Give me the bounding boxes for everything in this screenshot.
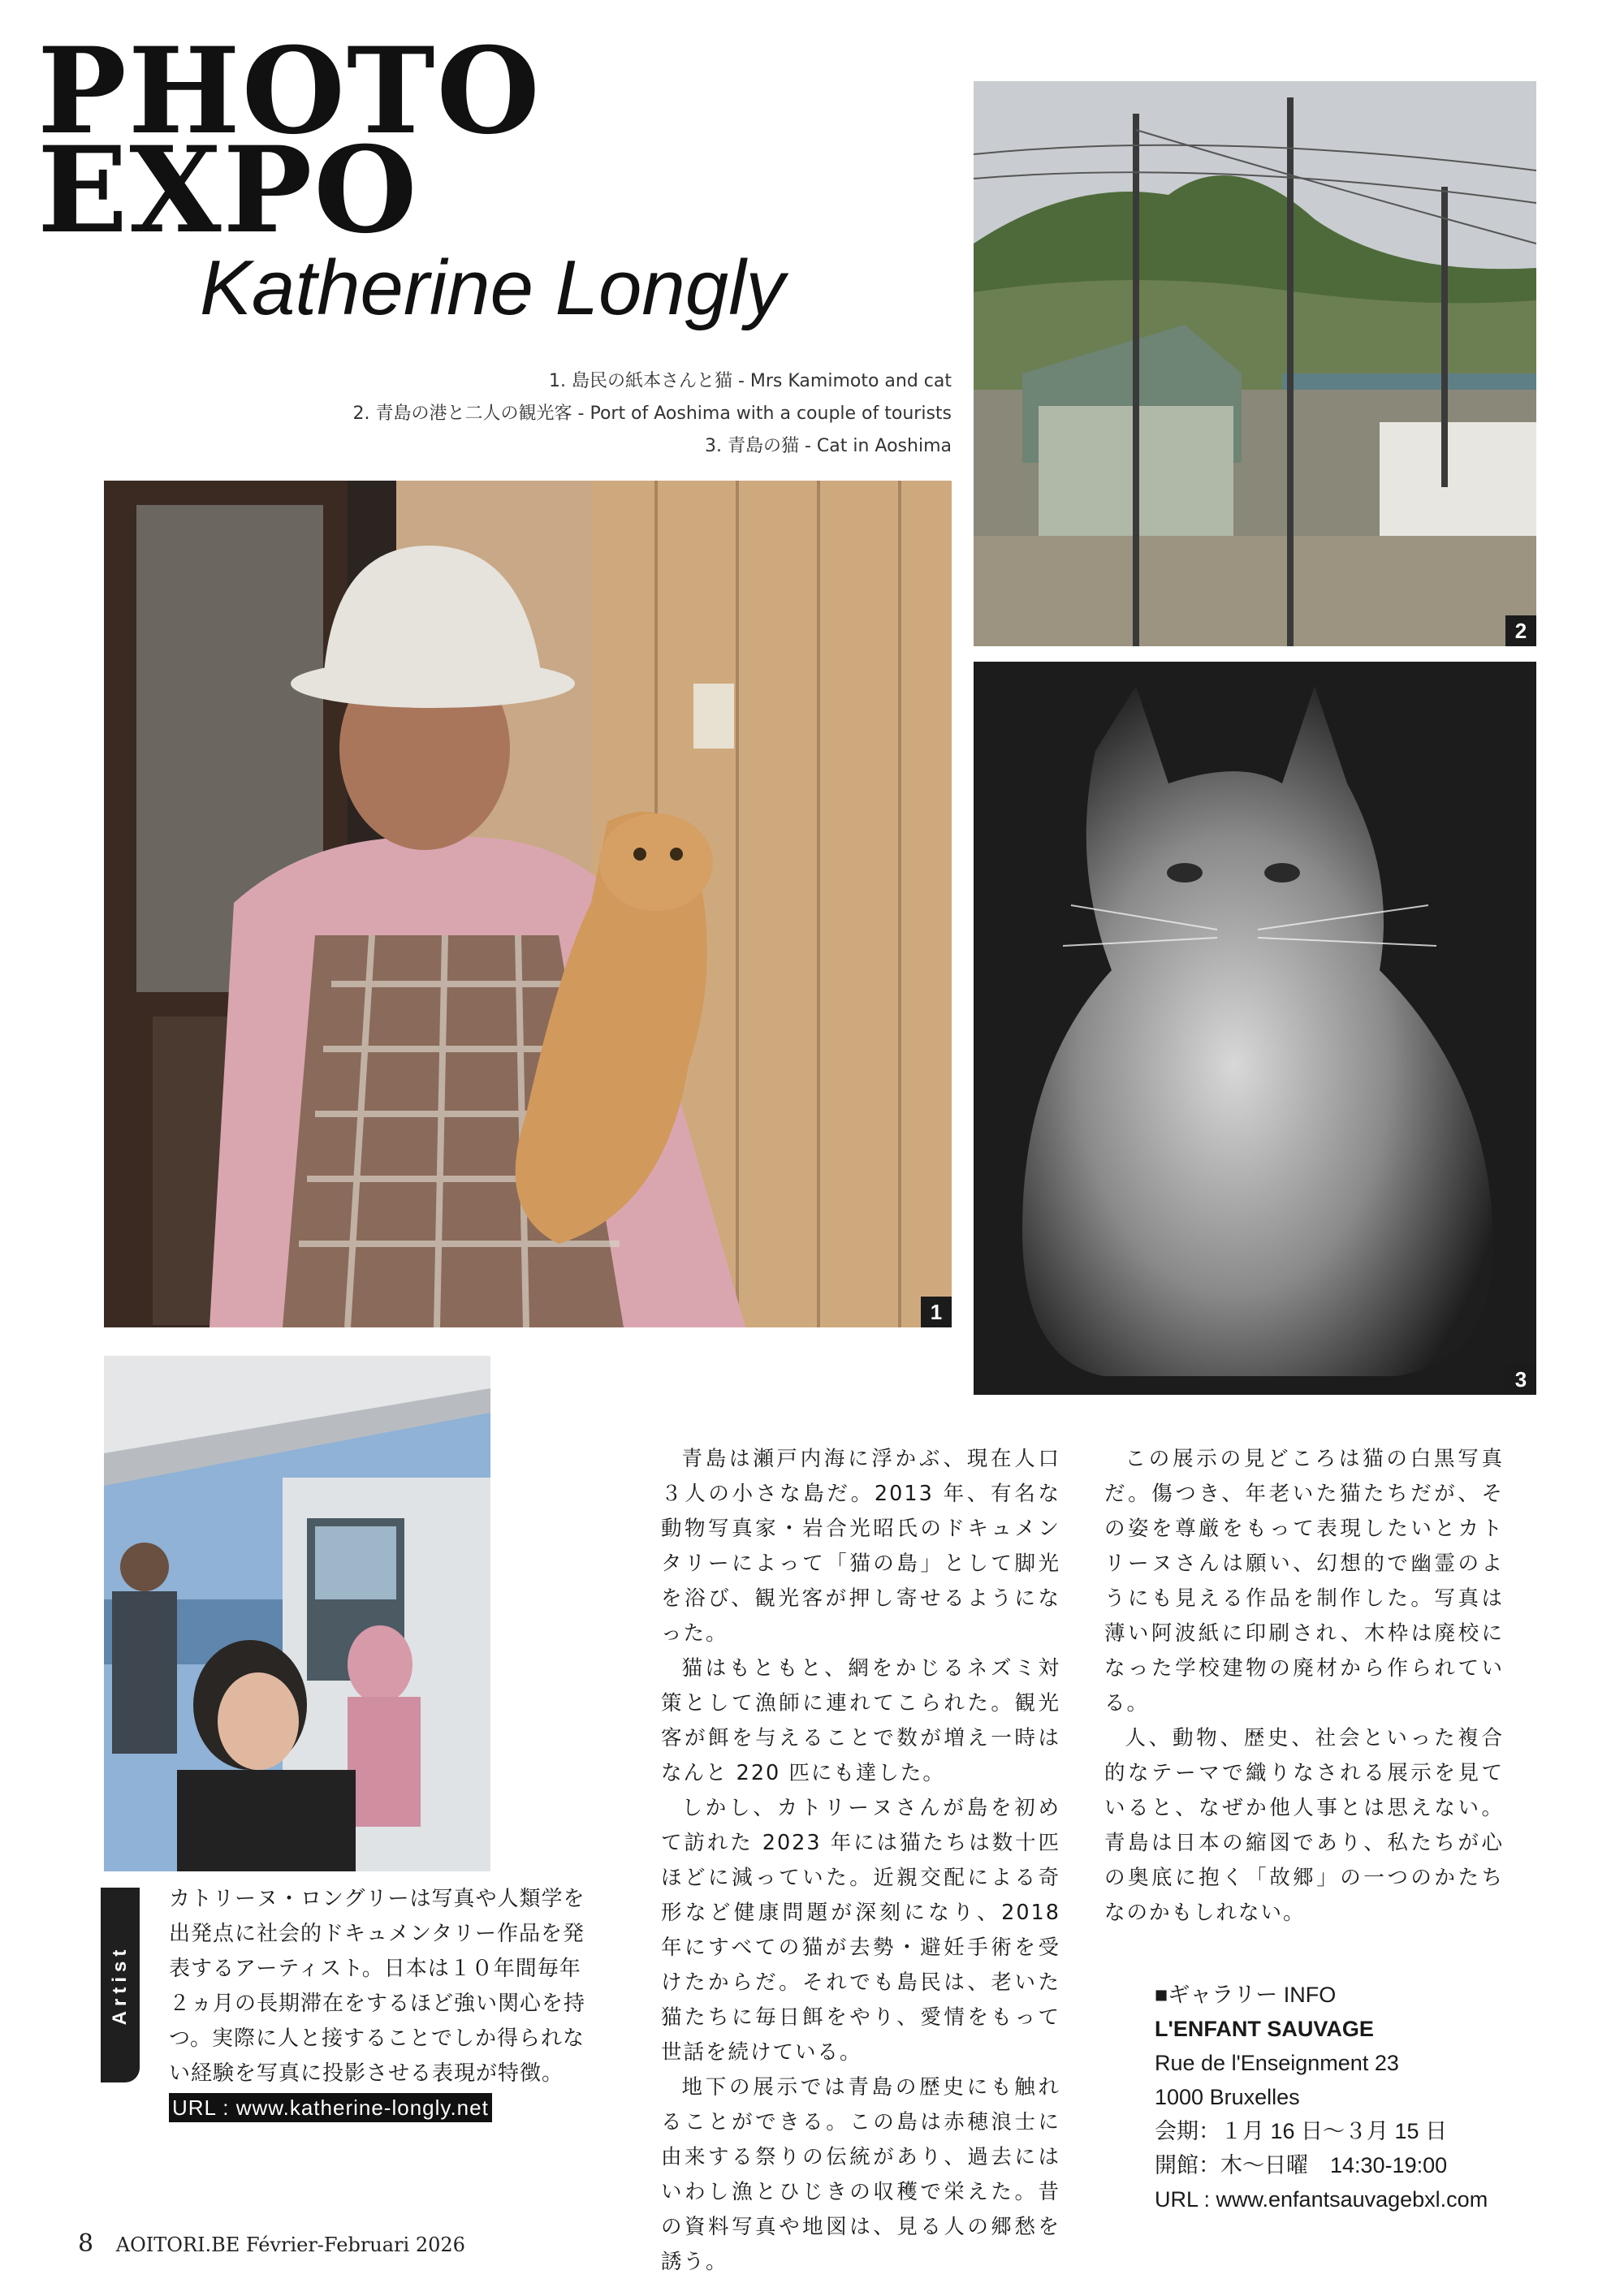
- article-paragraph: 地下の展示では青島の歴史にも触れることができる。この島は赤穂浪士に由来する祭りの伝統があり、過去にはいわし漁とひじきの収穫で栄えた。昔の資料写真や地図は、見る人の郷愁を誘う。: [661, 2075, 1060, 2274]
- photo-number-3: 3: [1505, 1364, 1536, 1395]
- page-number: 8: [78, 2229, 94, 2258]
- article-paragraph: しかし、カトリーヌさんが島を初めて訪れた 2023 年には猫たちは数十匹ほどに減っていた。近親交配による奇形など健康問題が深刻になり、2018 年にすべての猫が去勢・避妊手術を受けたからだ。それでも島民は、老いた猫たちに毎日餌をやり、愛情をもって世話を続けている。: [661, 1796, 1060, 2065]
- masthead: [37, 22, 557, 260]
- gallery-address-city: 1000 Bruxelles: [1155, 2085, 1300, 2109]
- footer-publication: AOITORI.BE Février-Februari 2026: [115, 2233, 465, 2256]
- gallery-info: [1155, 1978, 1609, 2216]
- gallery-name: L'ENFANT SAUVAGE: [1155, 2017, 1374, 2041]
- caption-1: 1. 島民の紙本さんと猫 - Mrs Kamimoto and cat: [548, 371, 952, 391]
- artist-tab-label: Artist: [109, 1944, 131, 2026]
- article-column-2: [1104, 1442, 1504, 1931]
- artist-name-title: Katherine Longly: [200, 244, 785, 331]
- gallery-hours: 開館：木〜日曜 14:30-19:00: [1155, 2153, 1448, 2177]
- photo-number-2: 2: [1505, 615, 1536, 646]
- caption-2: 2. 青島の港と二人の観光客 - Port of Aoshima with a couple of tourists: [352, 404, 952, 424]
- gallery-address-street: Rue de l'Enseignment 23: [1155, 2051, 1399, 2075]
- article-column-1: [661, 1442, 1060, 2280]
- photo-artist-on-boat: [104, 1356, 490, 1871]
- article-paragraph: 猫はもともと、網をかじるネズミ対策として漁師に連れてこられた。観光客が餌を与えることで数が増え一時はなんと 220 匹にも達した。: [661, 1656, 1060, 1785]
- artist-bio-text: カトリーヌ・ロングリーは写真や人類学を出発点に社会的ドキュメンタリー作品を発表するアーティスト。日本は１０年間毎年２ヵ月の長期滞在をするほど強い関心を持つ。実際に人と接することでしか得られない経験を写真に投影させる表現が特徴。: [169, 1887, 586, 2086]
- photo-cat-in-aoshima: [974, 662, 1536, 1395]
- artist-tab: [101, 1888, 140, 2082]
- photo-woman-with-cat: [104, 481, 952, 1327]
- caption-3: 3. 青島の猫 - Cat in Aoshima: [705, 436, 952, 456]
- gallery-heading: ■ギャラリー INFO: [1155, 1983, 1337, 2007]
- masthead-line-2: EXPO: [37, 121, 419, 260]
- article-paragraph: この展示の見どころは猫の白黒写真だ。傷つき、年老いた猫たちだが、その姿を尊厳をもって表現したいとカトリーヌさんは願い、幻想的で幽霊のようにも見える作品を制作した。写真は薄い阿波紙に印刷され、木枠は廃校になった学校建物の廃材から作られている。: [1104, 1447, 1504, 1716]
- gallery-website-link[interactable]: URL : www.enfantsauvagebxl.com: [1155, 2187, 1488, 2212]
- artist-bio: [169, 1882, 591, 2126]
- photo-number-1: 1: [921, 1297, 952, 1327]
- photo-port-of-aoshima: [974, 81, 1536, 646]
- article-paragraph: 人、動物、歴史、社会といった複合的なテーマで織りなされる展示を見ていると、なぜか他人事とは思えない。青島は日本の縮図であり、私たちが心の奥底に抱く「故郷」の一つのかたちなのかもしれない。: [1104, 1726, 1504, 1925]
- page-footer: [78, 2229, 465, 2258]
- gallery-period: 会期：１月 16 日〜３月 15 日: [1155, 2119, 1448, 2143]
- photo-captions: [244, 365, 952, 463]
- masthead-line-1: PHOTO: [37, 22, 542, 161]
- article-paragraph: 青島は瀬戸内海に浮かぶ、現在人口３人の小さな島だ。2013 年、有名な動物写真家・岩合光昭氏のドキュメンタリーによって「猫の島」として脚光を浴び、観光客が押し寄せるようになった。: [661, 1447, 1060, 1646]
- artist-website-link[interactable]: URL : www.katherine-longly.net: [169, 2093, 492, 2122]
